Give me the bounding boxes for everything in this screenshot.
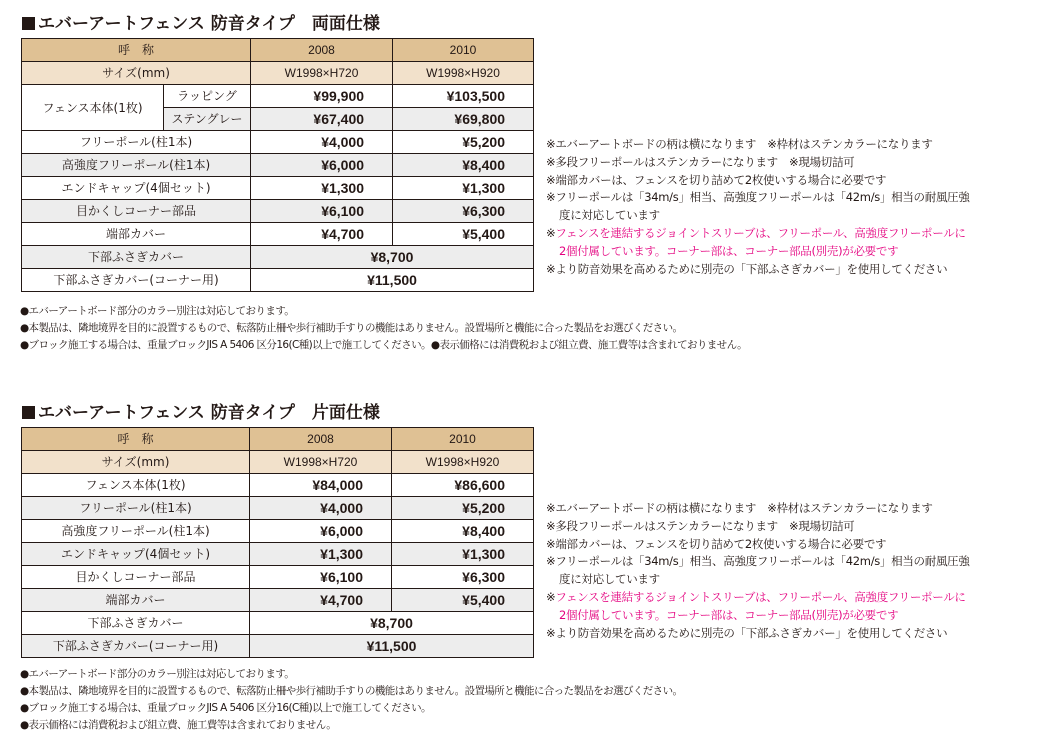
price-cell: ¥4,000 (251, 131, 393, 154)
model-code-cell: 2010 (393, 39, 534, 62)
header-name-cell: 呼 称 (22, 39, 251, 62)
note-line: 度に対応しています (559, 572, 660, 587)
price-cell: ¥11,500 (250, 635, 534, 658)
price-table-single-sided (21, 427, 534, 658)
section-title-single-sided (22, 403, 380, 423)
table-header-row (22, 39, 534, 62)
note-line: ※端部カバーは、フェンスを切り詰めて2枚使いする場合に必要です (546, 172, 887, 187)
model-size-cell: W1998×H920 (393, 62, 534, 85)
price-cell: ¥1,300 (392, 543, 534, 566)
section-title-text: エバーアートフェンス 防音タイプ 両面仕様 (38, 14, 380, 34)
note-line-highlight: 2個付属しています。コーナー部は、コーナー部品(別売)が必要です (559, 243, 899, 258)
item-label: 下部ふさぎカバー (22, 612, 250, 635)
model-size-cell: W1998×H720 (251, 62, 393, 85)
price-cell: ¥8,400 (393, 154, 534, 177)
note-line: ※より防音効果を高めるために別売の「下部ふさぎカバー」を使用してください (546, 625, 948, 640)
note-line: ※端部カバーは、フェンスを切り詰めて2枚使いする場合に必要です (546, 536, 887, 551)
item-label: 高強度フリーポール(柱1本) (22, 154, 251, 177)
price-cell: ¥1,300 (393, 177, 534, 200)
table-row (22, 520, 534, 543)
price-cell: ¥69,800 (393, 108, 534, 131)
table-header-row (22, 428, 534, 451)
model-code-cell: 2008 (250, 428, 392, 451)
variant-label: ステングレー (164, 108, 251, 131)
price-cell: ¥8,400 (392, 520, 534, 543)
footnotes-single-sided (20, 666, 682, 734)
price-cell: ¥8,700 (250, 612, 534, 635)
footnote-line: ●本製品は、隣地境界を目的に設置するもので、転落防止柵や歩行補助手すりの機能はありません。設置場所と機能に合った製品をお選びください。 (20, 322, 683, 334)
footnote-line: ●ブロック施工する場合は、重量ブロックJIS A 5406 区分16(C種)以上で施工してください。●表示価格には消費税および組立費、施工費等は含まれておりません。 (20, 339, 747, 351)
header-size-cell: サイズ(mm) (22, 451, 250, 474)
note-line: ※エバーアートボードの柄は横になります ※枠材はステンカラーになります (546, 501, 933, 515)
note-line: ※エバーアートボードの柄は横になります ※枠材はステンカラーになります (546, 137, 933, 151)
footnotes-double-sided (20, 303, 747, 354)
notes-single-sided (546, 500, 970, 642)
note-line-highlight: 2個付属しています。コーナー部は、コーナー部品(別売)が必要です (559, 607, 899, 622)
note-highlight-text: フェンスを連結するジョイントスリーブは、フリーポール、高強度フリーポールに (555, 589, 966, 604)
footnote-line: ●エバーアートボード部分のカラー別注は対応しております。 (20, 305, 295, 317)
item-label: フェンス本体(1枚) (22, 474, 250, 497)
table-row (22, 589, 534, 612)
item-label: エンドキャップ(4個セット) (22, 177, 251, 200)
item-label: エンドキャップ(4個セット) (22, 543, 250, 566)
note-line: ※フリーポールは「34m/s」相当、高強度フリーポールは「42m/s」相当の耐風圧強 (546, 190, 970, 205)
item-label: 端部カバー (22, 223, 251, 246)
price-cell: ¥4,000 (250, 497, 392, 520)
model-size-cell: W1998×H720 (250, 451, 392, 474)
price-cell: ¥5,200 (393, 131, 534, 154)
square-bullet-icon (22, 406, 35, 419)
price-cell: ¥6,100 (251, 200, 393, 223)
section-title-double-sided (22, 14, 380, 34)
price-cell: ¥1,300 (250, 543, 392, 566)
price-cell: ¥5,200 (392, 497, 534, 520)
item-label: 下部ふさぎカバー(コーナー用) (22, 269, 251, 292)
note-line: ※より防音効果を高めるために別売の「下部ふさぎカバー」を使用してください (546, 261, 948, 276)
item-label: 下部ふさぎカバー (22, 246, 251, 269)
footnote-line: ●本製品は、隣地境界を目的に設置するもので、転落防止柵や歩行補助手すりの機能はありません。設置場所と機能に合った製品をお選びください。 (20, 685, 683, 697)
table-row (22, 635, 534, 658)
price-cell: ¥11,500 (251, 269, 534, 292)
table-row (22, 543, 534, 566)
table-size-row (22, 451, 534, 474)
table-row (22, 177, 534, 200)
table-row (22, 269, 534, 292)
table-row (22, 154, 534, 177)
model-size-cell: W1998×H920 (392, 451, 534, 474)
table-row (22, 131, 534, 154)
price-cell: ¥86,600 (392, 474, 534, 497)
price-cell: ¥8,700 (251, 246, 534, 269)
section-title-text: エバーアートフェンス 防音タイプ 片面仕様 (38, 403, 380, 423)
square-bullet-icon (22, 17, 35, 30)
price-table-double-sided (21, 38, 534, 292)
note-line: ※多段フリーポールはステンカラーになります ※現場切詰可 (546, 154, 855, 169)
table-row (22, 497, 534, 520)
header-size-cell: サイズ(mm) (22, 62, 251, 85)
price-cell: ¥6,100 (250, 566, 392, 589)
price-cell: ¥6,000 (250, 520, 392, 543)
table-size-row (22, 62, 534, 85)
note-line: 度に対応しています (559, 208, 660, 223)
price-cell: ¥6,000 (251, 154, 393, 177)
price-cell: ¥5,400 (392, 589, 534, 612)
price-cell: ¥1,300 (251, 177, 393, 200)
table-row (22, 200, 534, 223)
item-label: 目かくしコーナー部品 (22, 566, 250, 589)
note-highlight-text: フェンスを連結するジョイントスリーブは、フリーポール、高強度フリーポールに (555, 225, 966, 240)
table-row (22, 246, 534, 269)
note-line: ※フリーポールは「34m/s」相当、高強度フリーポールは「42m/s」相当の耐風圧強 (546, 554, 970, 569)
note-line: ※多段フリーポールはステンカラーになります ※現場切詰可 (546, 518, 855, 533)
header-name-cell: 呼 称 (22, 428, 250, 451)
model-code-cell: 2010 (392, 428, 534, 451)
note-mark: ※ (546, 589, 556, 604)
price-cell: ¥4,700 (250, 589, 392, 612)
item-label: フリーポール(柱1本) (22, 497, 250, 520)
table-row (22, 223, 534, 246)
variant-label: ラッピング (164, 85, 251, 108)
model-code-cell: 2008 (251, 39, 393, 62)
item-label: 下部ふさぎカバー(コーナー用) (22, 635, 250, 658)
footnote-line: ●表示価格には消費税および組立費、施工費等は含まれておりません。 (20, 719, 337, 731)
price-cell: ¥5,400 (393, 223, 534, 246)
table-row (22, 612, 534, 635)
notes-double-sided (546, 136, 970, 278)
note-line-highlight (546, 589, 970, 607)
footnote-line: ●ブロック施工する場合は、重量ブロックJIS A 5406 区分16(C種)以上で施工してください。 (20, 702, 431, 714)
price-cell: ¥84,000 (250, 474, 392, 497)
price-cell: ¥67,400 (251, 108, 393, 131)
fence-body-label: フェンス本体(1枚) (22, 85, 164, 131)
note-line-highlight (546, 225, 970, 243)
price-cell: ¥6,300 (393, 200, 534, 223)
note-mark: ※ (546, 225, 556, 240)
table-row (22, 474, 534, 497)
table-row (22, 566, 534, 589)
footnote-line: ●エバーアートボード部分のカラー別注は対応しております。 (20, 668, 295, 680)
item-label: 目かくしコーナー部品 (22, 200, 251, 223)
price-cell: ¥99,900 (251, 85, 393, 108)
item-label: フリーポール(柱1本) (22, 131, 251, 154)
table-row (22, 85, 534, 108)
price-cell: ¥4,700 (251, 223, 393, 246)
price-cell: ¥6,300 (392, 566, 534, 589)
item-label: 高強度フリーポール(柱1本) (22, 520, 250, 543)
price-cell: ¥103,500 (393, 85, 534, 108)
item-label: 端部カバー (22, 589, 250, 612)
